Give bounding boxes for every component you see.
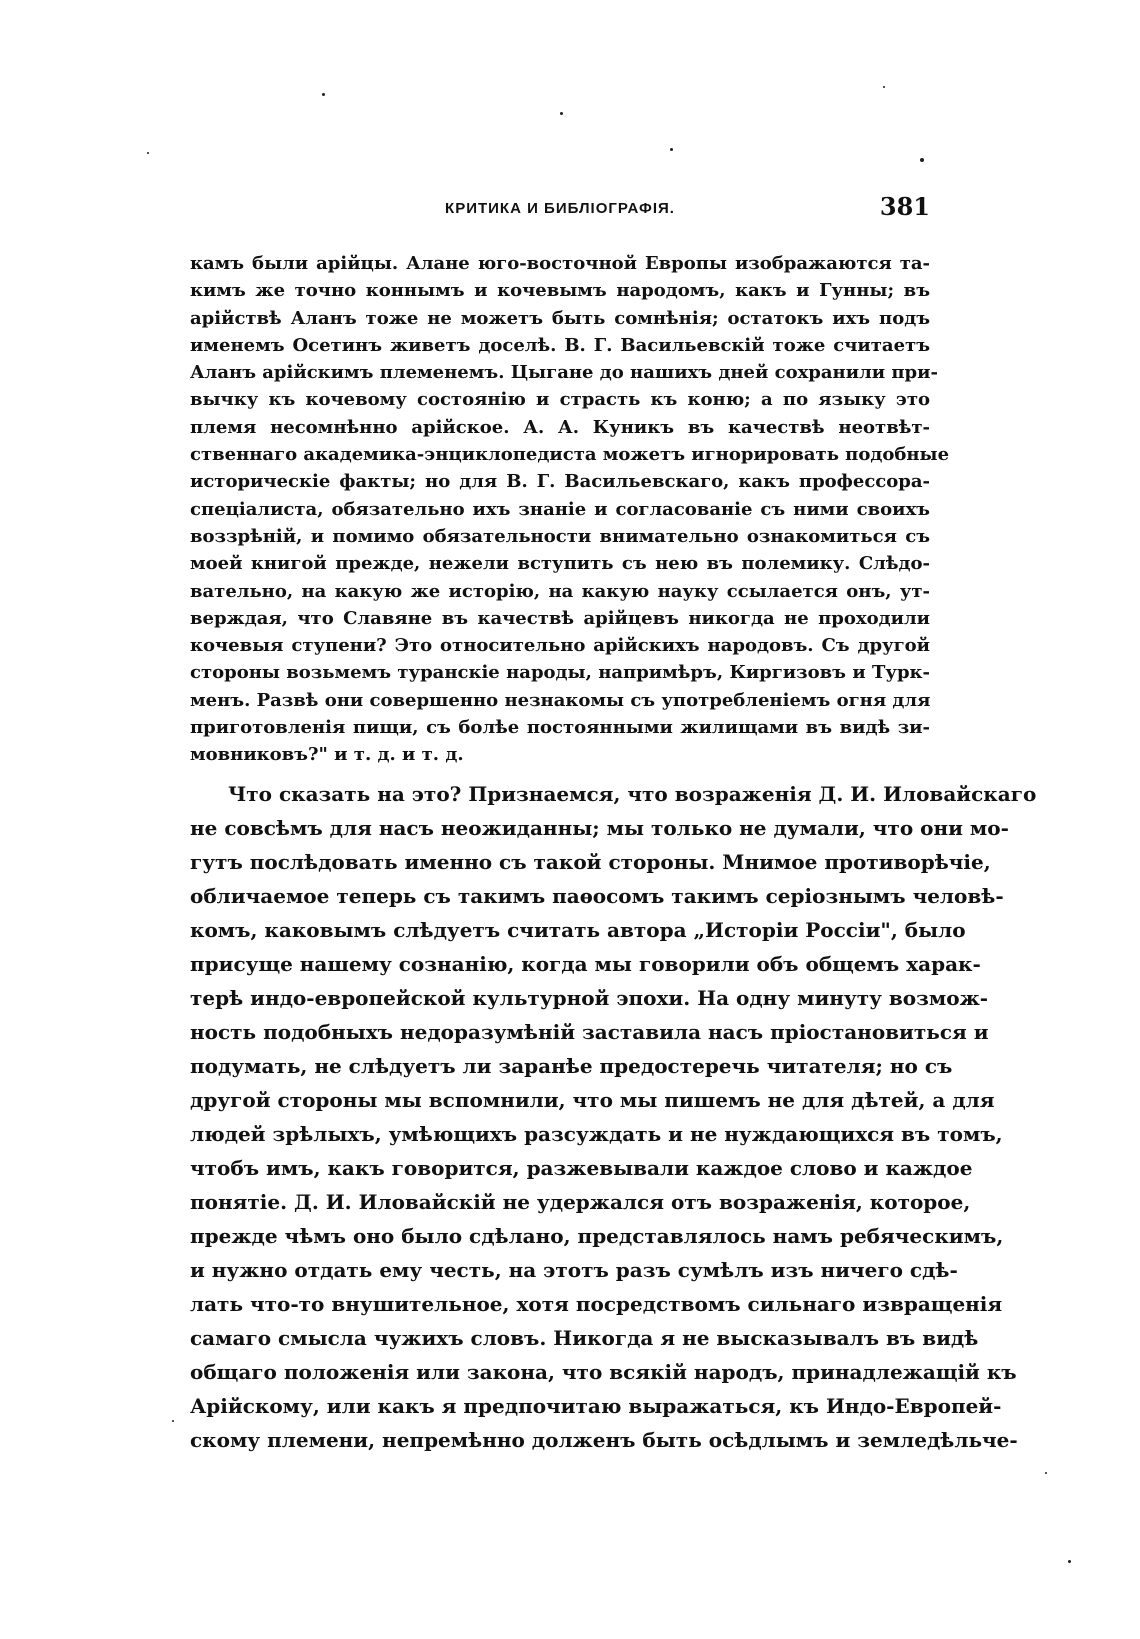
page-header xyxy=(190,192,930,228)
text-line: Что сказать на это? Признаемся, что возраженія Д. И. Иловайскаго xyxy=(228,781,1037,806)
page-number: 381 xyxy=(879,192,930,221)
text-line: комъ, каковымъ слѣдуетъ считать автора „Исторіи Россіи", было xyxy=(190,917,966,942)
scan-speck xyxy=(670,148,673,151)
text-line: моей книгой прежде, нежели вступить съ нею въ полемику. Слѣдо- xyxy=(190,553,930,575)
scan-speck xyxy=(1045,1472,1047,1474)
main-paragraph xyxy=(190,777,1037,1457)
quoted-paragraph xyxy=(190,250,950,769)
text-line: гутъ послѣдовать именно съ такой стороны. Мнимое противорѣчіе, xyxy=(190,849,991,874)
text-line: ность подобныхъ недоразумѣній заставила насъ пріостановиться и xyxy=(190,1019,989,1044)
scan-speck xyxy=(322,93,325,96)
text-line: Арійскому, или какъ я предпочитаю выражаться, къ Индо-Европей- xyxy=(190,1393,1002,1418)
scan-speck xyxy=(172,1420,174,1422)
text-line: присуще нашему сознанію, когда мы говорили объ общемъ харак- xyxy=(190,951,981,976)
text-line: менъ. Развѣ они совершенно незнакомы съ употребленіемъ огня для xyxy=(190,689,931,711)
text-line: подумать, не слѣдуетъ ли заранѣе предостеречь читателя; но съ xyxy=(190,1053,953,1078)
running-head: КРИТИКА И БИБЛІОГРАФІЯ. xyxy=(445,200,675,217)
text-line: терѣ индо-европейской культурной эпохи. На одну минуту возмож- xyxy=(190,985,989,1010)
text-line: воззрѣній, и помимо обязательности внимательно ознакомиться съ xyxy=(190,525,930,547)
text-line: и нужно отдать ему честь, на этотъ разъ сумѣлъ изъ ничего сдѣ- xyxy=(190,1257,958,1282)
text-line: не совсѣмъ для насъ неожиданны; мы только не думали, что они мо- xyxy=(190,815,1009,840)
body-text xyxy=(190,250,1037,1457)
scan-speck xyxy=(920,158,924,162)
text-line: прежде чѣмъ оно было сдѣлано, представлялось намъ ребяческимъ, xyxy=(190,1223,1004,1248)
text-line: племя несомнѣнно арійское. А. А. Куникъ въ качествѣ неотвѣт- xyxy=(190,416,930,438)
text-line: чтобъ имъ, какъ говорится, разжевывали каждое слово и каждое xyxy=(190,1155,973,1180)
scan-speck xyxy=(147,152,149,154)
text-line: камъ были арійцы. Алане юго-восточной Европы изображаются та- xyxy=(190,253,930,274)
text-line: приготовленія пищи, съ болѣе постоянными жилищами въ видѣ зи- xyxy=(190,717,930,739)
text-line: именемъ Осетинъ живетъ доселѣ. В. Г. Васильевскій тоже считаетъ xyxy=(190,334,930,356)
scan-speck xyxy=(1068,1560,1071,1563)
text-line: кимъ же точно коннымъ и кочевымъ народомъ, какъ и Гунны; въ xyxy=(190,280,930,302)
text-line: обличаемое теперь съ такимъ паѳосомъ такимъ серіознымъ человѣ- xyxy=(190,883,1004,908)
text-line: стороны возьмемъ туранскіе народы, напримѣръ, Киргизовъ и Турк- xyxy=(190,662,930,684)
text-line: верждая, что Славяне въ качествѣ арійцевъ никогда не проходили xyxy=(190,607,930,629)
text-line: понятіе. Д. И. Иловайскій не удержался отъ возраженія, которое, xyxy=(190,1189,971,1214)
text-line: лать что-то внушительное, хотя посредствомъ сильнаго извращенія xyxy=(190,1291,1003,1316)
text-line: мовниковъ?" и т. д. и т. д. xyxy=(190,744,464,766)
text-line: кочевыя ступени? Это относительно арійскихъ народовъ. Съ другой xyxy=(190,635,930,657)
text-line: арійствѣ Аланъ тоже не можетъ быть сомнѣнія; остатокъ ихъ подъ xyxy=(190,307,930,329)
text-line: спеціалиста, обязательно ихъ знаніе и согласованіе съ ними своихъ xyxy=(190,498,930,520)
text-line: самаго смысла чужихъ словъ. Никогда я не высказывалъ въ видѣ xyxy=(190,1325,979,1350)
scan-speck xyxy=(883,86,885,88)
text-line: людей зрѣлыхъ, умѣющихъ разсуждать и не нуждающихся въ томъ, xyxy=(190,1121,1003,1146)
text-line: скому племени, непремѣнно долженъ быть осѣдлымъ и земледѣльче- xyxy=(190,1427,1018,1452)
scan-speck xyxy=(560,112,563,115)
text-line: Аланъ арійскимъ племенемъ. Цыгане до нашихъ дней сохранили при- xyxy=(190,362,938,384)
text-line: историческіе факты; но для В. Г. Васильевскаго, какъ профессора- xyxy=(190,471,930,493)
text-line: вательно, на какую же исторію, на какую науку ссылается онъ, ут- xyxy=(190,580,930,602)
text-line: общаго положенія или закона, что всякій народъ, принадлежащій къ xyxy=(190,1359,1017,1384)
text-line: ственнаго академика-энциклопедиста можетъ игнорировать подобные xyxy=(190,444,950,466)
text-line: вычку къ кочевому состоянію и страсть къ коню; а по языку это xyxy=(190,389,930,411)
text-line: другой стороны мы вспомнили, что мы пишемъ не для дѣтей, а для xyxy=(190,1087,995,1112)
